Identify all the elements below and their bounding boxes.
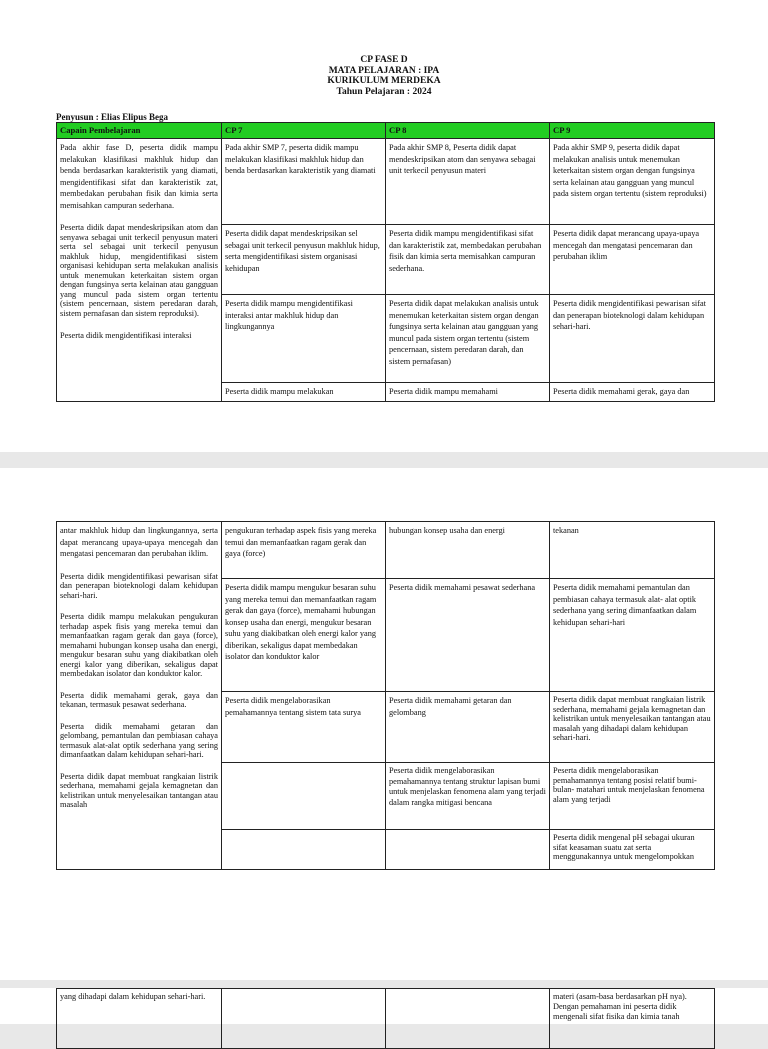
cp8-cell: Peserta didik mampu mengidentifikasi sifat dan karakteristik zat, membedakan perubahan fisik dan kimia serta memisahkan campuran sederhana. xyxy=(386,225,550,295)
cp9-cell: tekanan xyxy=(550,522,715,579)
author-line: Penyusun : Elias Elipus Bega xyxy=(56,112,169,122)
capaian-cell xyxy=(57,522,222,870)
table-row xyxy=(57,989,715,1049)
cp9-cell: Peserta didik memahami pemantulan dan pembiasan cahaya termasuk alat- alat optik sederhana yang sering dimanfaatkan dalam kehidupan sehari-hari xyxy=(550,579,715,692)
cp-table-page-1 xyxy=(56,122,715,402)
capaian-paragraph: Peserta didik dapat mendeskripsikan atom dan senyawa sebagai unit terkecil penyusun materi serta sel sebagai unit terkecil penyusun makhluk hidup, mengidentifikasi sistem organisasi kehidupan serta melakukan analisis untuk menemukan keterkaitan sistem organ dengan fungsinya serta kelainan atau gangguan yang muncul pada sistem organ tertentu (sistem pencernaan, sistem peredaran darah, sistem pernafasan dan sistem reproduksi). xyxy=(60,223,218,318)
header-curriculum: KURIKULUM MERDEKA xyxy=(327,76,441,86)
cp-table-page-3 xyxy=(56,988,715,1049)
capaian-cell xyxy=(57,139,222,402)
cp9-cell: Peserta didik dapat merancang upaya-upaya mencegah dan mengatasi pencemaran dan perubahan iklim xyxy=(550,225,715,295)
cp7-cell: Peserta didik mampu mengidentifikasi interaksi antar makhluk hidup dan lingkungannya xyxy=(222,295,386,383)
document-header xyxy=(0,55,768,97)
cp9-cell: Peserta didik memahami gerak, gaya dan xyxy=(550,383,715,402)
capaian-paragraph: Peserta didik dapat membuat rangkaian listrik sederhana, memahami gejala kemagnetan dan kelistrikan untuk menyelesaikan tantangan atau masalah xyxy=(60,771,218,809)
capaian-paragraph: Pada akhir fase D, peserta didik mampu melakukan klasifikasi makhluk hidup dan benda berdasarkan karakteristik yang diamati, mengidentifikasi sifat dan karakteristik zat, membedakan perubahan fisik dan kimia serta memisahkan campuran sederhana. xyxy=(60,143,218,210)
cp7-cell xyxy=(222,830,386,870)
document-page-1 xyxy=(0,0,768,452)
capaian-paragraph: Peserta didik mengidentifikasi interaksi xyxy=(60,331,192,340)
header-cp8: CP 8 xyxy=(386,123,550,139)
cp-table-page-2 xyxy=(56,521,715,870)
cp7-cell: Pada akhir SMP 7, peserta didik mampu melakukan klasifikasi makhluk hidup dan benda berdasarkan karakteristik yang diamati xyxy=(222,139,386,225)
cp7-cell xyxy=(222,763,386,830)
header-title: CP FASE D xyxy=(360,55,408,65)
cp8-cell: Pada akhir SMP 8, Peserta didik dapat mendeskripsikan atom dan senyawa sebagai unit terkecil penyusun materi xyxy=(386,139,550,225)
cp9-cell: Peserta didik mengenal pH sebagai ukuran sifat keasaman suatu zat serta menggunakannya untuk mengelompokkan xyxy=(550,830,715,870)
cp7-cell: Peserta didik mampu melakukan xyxy=(222,383,386,402)
capaian-paragraph: Peserta didik mengidentifikasi pewarisan sifat dan penerapan bioteknologi dalam kehidupan sehari-hari. xyxy=(60,571,218,600)
capaian-paragraph: Peserta didik memahami getaran dan gelombang, pemantulan dan pembiasan cahaya termasuk alat-alat optik sederhana yang sering dimanfaatkan dalam kehidupan sehari-hari. xyxy=(60,721,218,759)
cp8-cell xyxy=(386,830,550,870)
cp8-cell: hubungan konsep usaha dan energi xyxy=(386,522,550,579)
header-capaian: Capain Pembelajaran xyxy=(57,123,222,139)
cp9-cell: materi (asam-basa berdasarkan pH nya). Dengan pemahaman ini peserta didik mengenali sifat fisika dan kimia tanah xyxy=(550,989,715,1049)
capaian-cell: yang dihadapi dalam kehidupan sehari-hari. xyxy=(57,989,222,1049)
cp7-cell: Peserta didik mengelaborasikan pemahamannya tentang sistem tata surya xyxy=(222,692,386,763)
header-year: Tahun Pelajaran : 2024 xyxy=(336,86,432,97)
cp9-cell: Pada akhir SMP 9, peserta didik dapat melakukan analisis untuk menemukan keterkaitan sistem organ dengan fungsinya serta kelainan atau gangguan yang muncul pada sistem organ tertentu (sistem reproduksi) xyxy=(550,139,715,225)
cp9-cell: Peserta didik dapat membuat rangkaian listrik sederhana, memahami gejala kemagnetan dan kelistrikan untuk menyelesaikan tantangan atau masalah yang dihadapi dalam kehidupan sehari-hari. xyxy=(550,692,715,763)
table-row xyxy=(57,139,715,225)
cp8-cell: Peserta didik memahami getaran dan gelombang xyxy=(386,692,550,763)
cp8-cell: Peserta didik mengelaborasikan pemahamannya tentang struktur lapisan bumi untuk menjelaskan fenomena alam yang terjadi dalam rangka mitigasi bencana xyxy=(386,763,550,830)
cp9-cell: Peserta didik mengelaborasikan pemahamannya tentang posisi relatif bumi-bulan- matahari untuk menjelaskan fenomena alam yang terjadi xyxy=(550,763,715,830)
cp7-cell: Peserta didik mampu mengukur besaran suhu yang mereka temui dan memanfaatkan ragam gerak dan gaya (force), memahami hubungan konsep usaha dan energi, mengukur besaran suhu yang diakibatkan oleh energi kalor yang diberikan, sekaligus dapat membedakan isolator dan konduktor kalor xyxy=(222,579,386,692)
cp7-cell: pengukuran terhadap aspek fisis yang mereka temui dan memanfaatkan ragam gerak dan gaya (force) xyxy=(222,522,386,579)
header-cp7: CP 7 xyxy=(222,123,386,139)
cp8-cell: Peserta didik dapat melakukan analisis untuk menemukan keterkaitan sistem organ dengan fungsinya serta kelainan atau gangguan yang muncul pada sistem organ tertentu (sistem pencernaan, sistem peredaran darah, dan sistem pernafasan) xyxy=(386,295,550,383)
cp7-cell xyxy=(222,989,386,1049)
cp8-cell: Peserta didik mampu memahami xyxy=(386,383,550,402)
table-row xyxy=(57,522,715,579)
capaian-paragraph: Peserta didik mampu melakukan pengukuran terhadap aspek fisis yang mereka temui dan memanfaatkan ragam gerak dan gaya (force), memahami hubungan konsep usaha dan energi, mengukur besaran suhu yang diakibatkan oleh energi kalor yang diberikan, sekaligus dapat membedakan isolator dan konduktor kalor. xyxy=(60,612,218,678)
cp8-cell: Peserta didik memahami pesawat sederhana xyxy=(386,579,550,692)
cp9-cell: Peserta didik mengidentifikasi pewarisan sifat dan penerapan bioteknologi dalam kehidupan sehari-hari. xyxy=(550,295,715,383)
header-subject: MATA PELAJARAN : IPA xyxy=(328,65,440,76)
cp8-cell xyxy=(386,989,550,1049)
cp7-cell: Peserta didik dapat mendeskripsikan sel sebagai unit terkecil penyusun makhluk hidup, serta mengidentifikasi sistem organisasi kehidupan xyxy=(222,225,386,295)
capaian-paragraph: antar makhluk hidup dan lingkungannya, serta dapat merancang upaya-upaya mencegah dan mengatasi pencemaran dan perubahan iklim. xyxy=(60,526,218,558)
header-cp9: CP 9 xyxy=(550,123,715,139)
capaian-paragraph: Peserta didik memahami gerak, gaya dan tekanan, termasuk pesawat sederhana. xyxy=(60,690,218,709)
table-header-row xyxy=(57,123,715,139)
